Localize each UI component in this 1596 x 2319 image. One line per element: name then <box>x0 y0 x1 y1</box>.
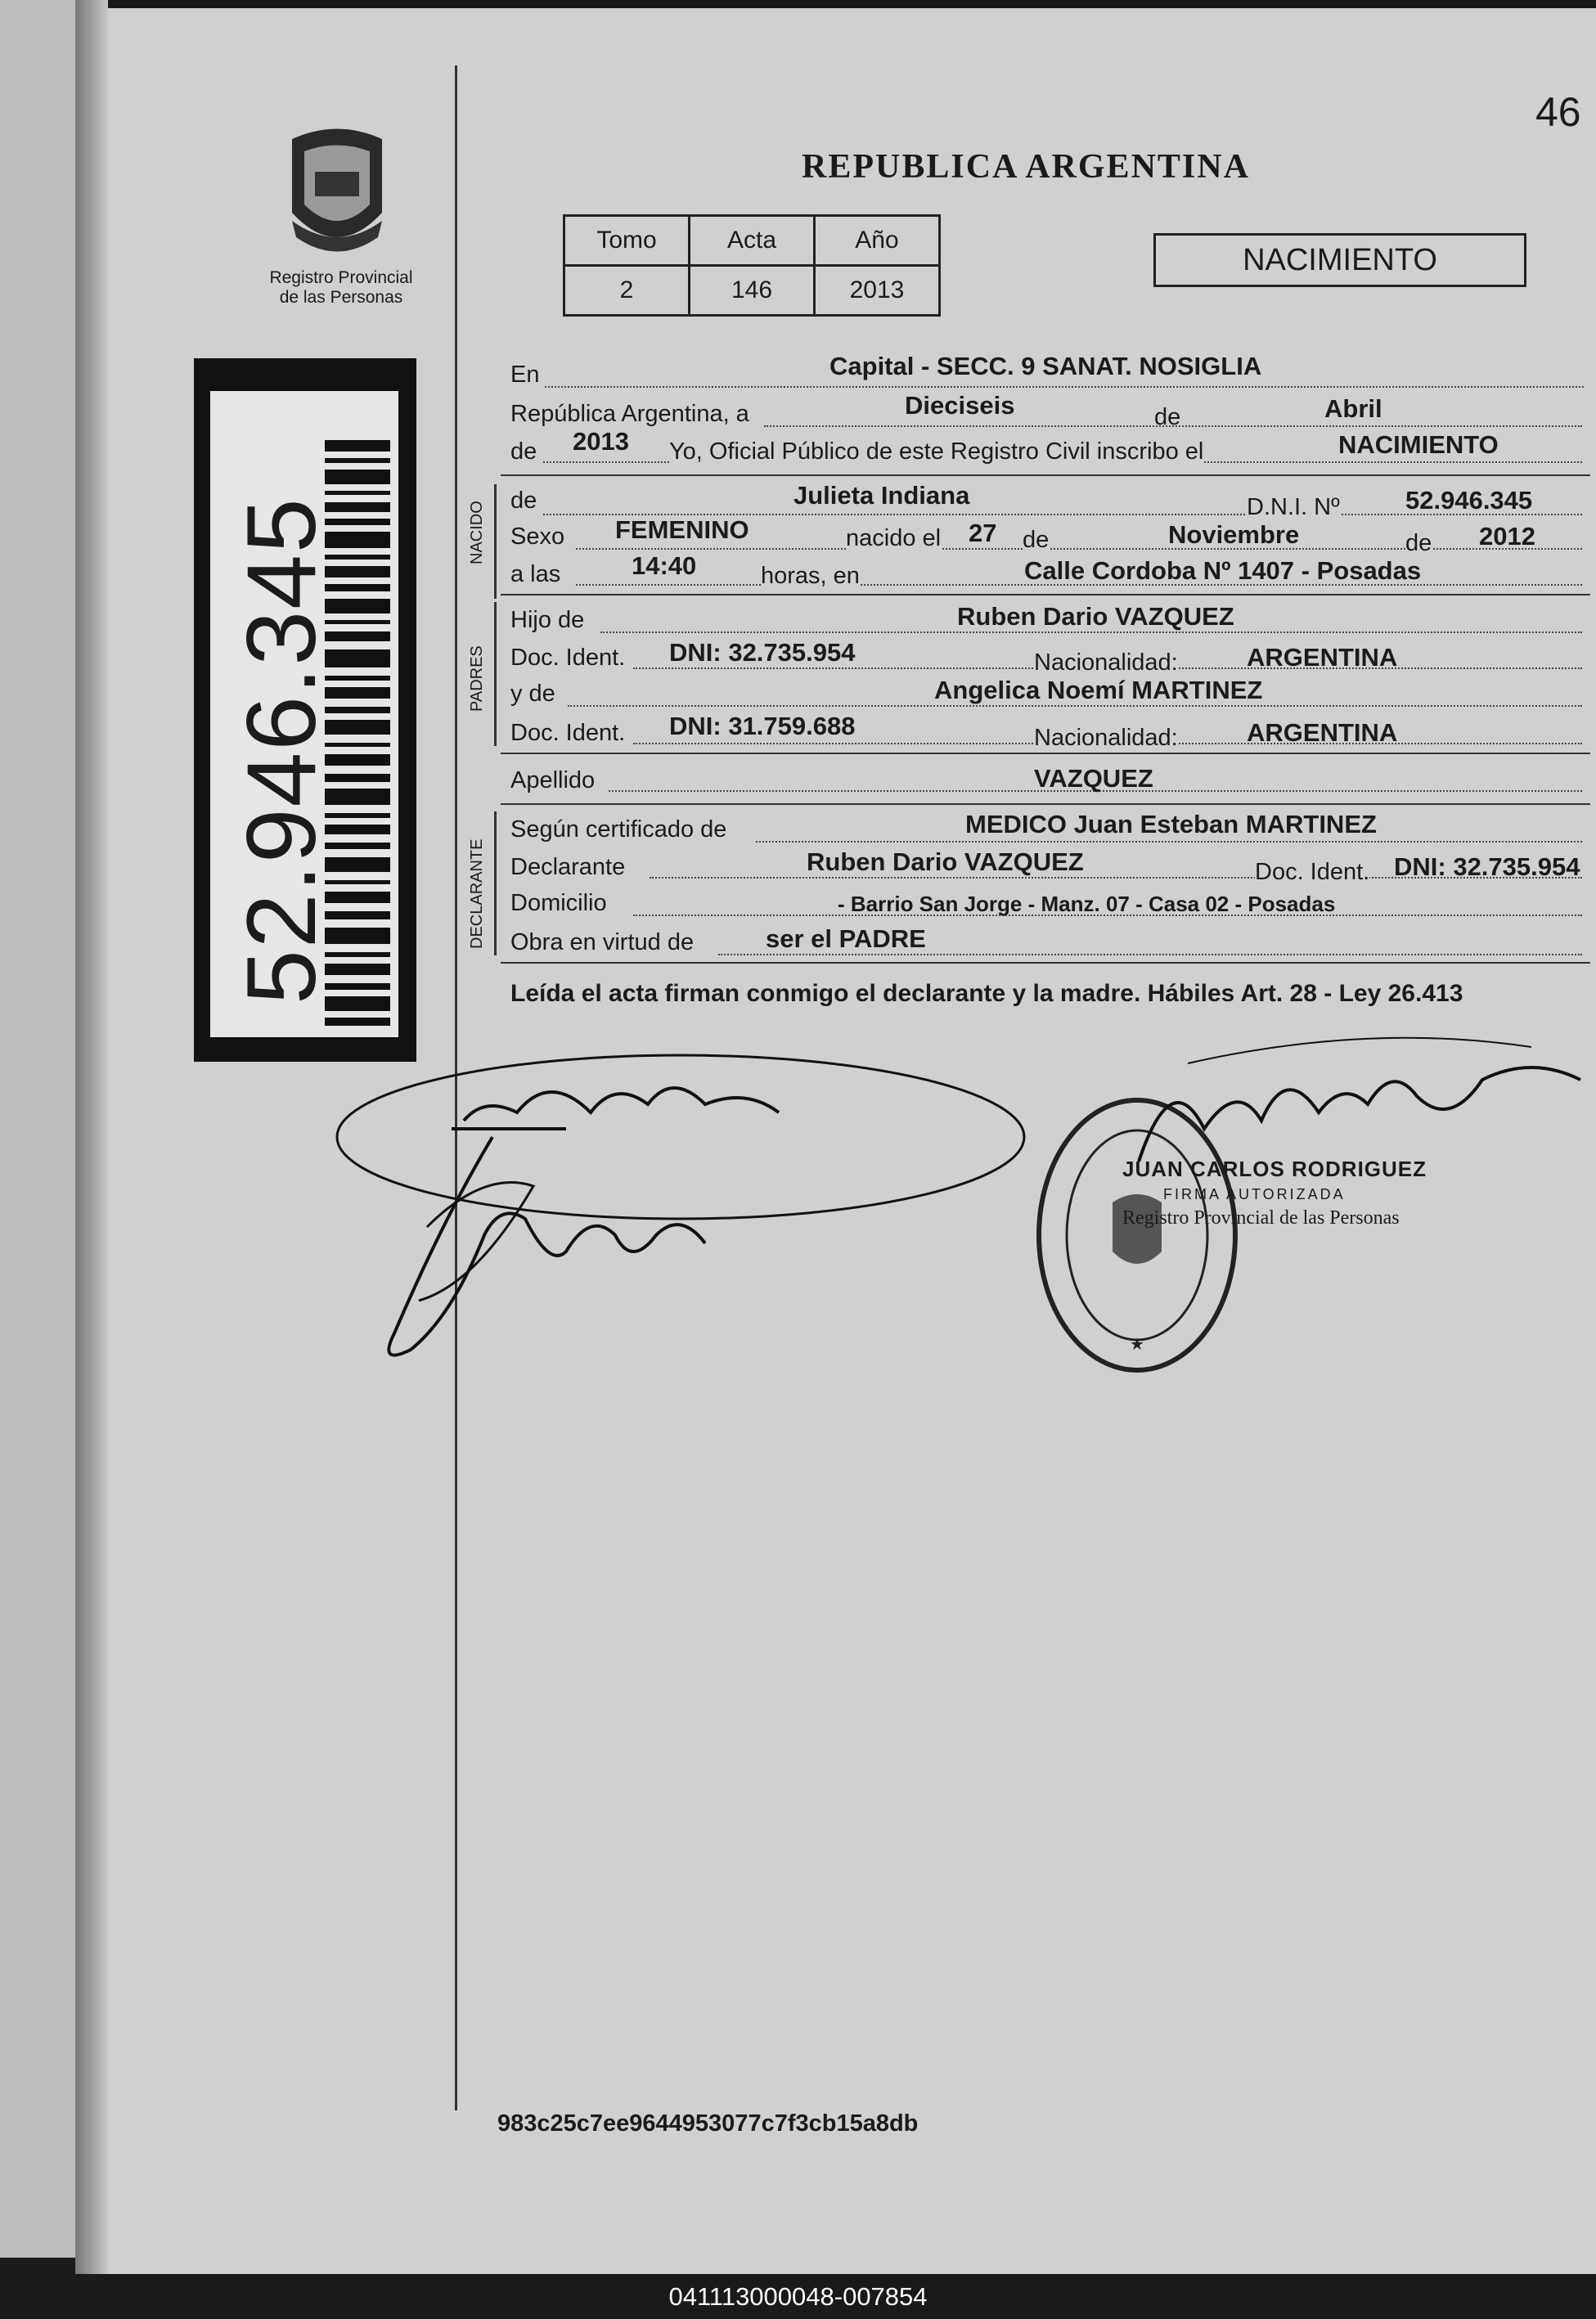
doc-label: Doc. Ident. <box>510 720 626 746</box>
nationality-label: Nacionalidad: <box>1034 649 1178 676</box>
cert-label: Según certificado de <box>510 816 727 843</box>
father-doc: DNI: 32.735.954 <box>669 638 856 667</box>
domicilio-label: Domicilio <box>510 890 607 916</box>
section-divider <box>501 962 1590 964</box>
registry-caption-line2: de las Personas <box>279 288 403 307</box>
act-type-box: NACIMIENTO <box>1153 233 1526 287</box>
dotted-line <box>600 631 1582 633</box>
official-office: Registro Provincial de las Personas <box>1122 1207 1400 1229</box>
registry-header-row <box>564 216 940 266</box>
mother-nationality: ARGENTINA <box>1247 718 1398 747</box>
id-sticker <box>194 358 416 1062</box>
section-divider <box>501 594 1590 595</box>
nationality-label: Nacionalidad: <box>1034 725 1178 751</box>
child-sex: FEMENINO <box>615 515 749 544</box>
section-bar-padres <box>494 602 497 746</box>
de-label: de <box>1154 404 1181 430</box>
doc-label: Doc. Ident. <box>510 645 626 671</box>
de-label: de <box>1023 527 1050 553</box>
horas-label: horas, en <box>761 563 860 589</box>
mother-doc: DNI: 31.759.688 <box>669 712 856 740</box>
registration-month: Abril <box>1324 394 1382 423</box>
acta-header: Acta <box>690 216 815 266</box>
birth-hour: 14:40 <box>632 551 697 580</box>
page-number: 46 <box>1535 89 1581 135</box>
birth-place: Calle Cordoba Nº 1407 - Posadas <box>1024 556 1422 585</box>
declarant-relation: ser el PADRE <box>766 924 926 953</box>
anio-header: Año <box>815 216 940 266</box>
child-name: Julieta Indiana <box>794 481 970 510</box>
declarant-address: - Barrio San Jorge - Manz. 07 - Casa 02 - Posadas <box>838 892 1336 916</box>
section-label-nacido: NACIDO <box>468 501 486 564</box>
section-label-declarante: DECLARANTE <box>468 838 486 949</box>
tomo-value: 2 <box>564 266 690 316</box>
registry-caption <box>263 268 419 308</box>
nacido-label: nacido el <box>846 525 942 551</box>
registration-day: Dieciseis <box>905 391 1015 420</box>
official-title: FIRMA AUTORIZADA <box>1163 1186 1346 1202</box>
anio-value: 2013 <box>815 266 940 316</box>
page-gutter <box>75 0 108 2274</box>
y-de-label: y de <box>510 681 555 707</box>
document-heading: REPUBLICA ARGENTINA <box>802 148 1250 186</box>
dotted-line <box>718 954 1582 955</box>
birth-year: 2012 <box>1479 522 1535 551</box>
declarante-label: Declarante <box>510 854 626 880</box>
father-name: Ruben Dario VAZQUEZ <box>957 602 1234 631</box>
de-label: de <box>510 438 537 465</box>
dotted-line <box>545 386 1584 388</box>
a-las-label: a las <box>510 561 561 587</box>
dni-label: D.N.I. Nº <box>1247 494 1340 520</box>
declarant-name: Ruben Dario VAZQUEZ <box>807 847 1084 876</box>
birth-month: Noviembre <box>1168 520 1300 549</box>
certificate-issuer: MEDICO Juan Esteban MARTINEZ <box>965 810 1377 838</box>
hijo-label: Hijo de <box>510 607 585 633</box>
surname: VAZQUEZ <box>1034 764 1153 793</box>
registry-caption-line1: Registro Provincial <box>269 268 413 287</box>
left-page-edge <box>0 0 75 2258</box>
de-label: de <box>1405 530 1432 556</box>
section-bar-declarante <box>494 811 497 955</box>
official-name: JUAN CARLOS RODRIGUEZ <box>1122 1157 1427 1181</box>
apellido-label: Apellido <box>510 767 596 793</box>
section-label-padres: PADRES <box>468 645 486 712</box>
en-label: En <box>510 362 540 388</box>
section-bar-nacido <box>494 484 497 599</box>
document-page <box>108 8 1596 2274</box>
signatures-drawing <box>321 1022 1032 1407</box>
inscribed-act: NACIMIENTO <box>1338 430 1499 459</box>
oficial-text: Yo, Oficial Público de este Registro Civil inscribo el <box>669 438 1204 465</box>
father-nationality: ARGENTINA <box>1247 643 1398 672</box>
republica-label: República Argentina, a <box>510 401 749 427</box>
section-divider <box>501 753 1590 754</box>
sexo-label: Sexo <box>510 524 565 550</box>
obra-label: Obra en virtud de <box>510 929 695 955</box>
section-divider <box>501 803 1590 805</box>
declarant-doc: DNI: 32.735.954 <box>1394 852 1580 881</box>
registry-table <box>563 214 941 317</box>
registration-year: 2013 <box>573 427 629 456</box>
sticker-number: 52.946.345 <box>227 497 336 1004</box>
registry-value-row <box>564 266 940 316</box>
place-of-registration: Capital - SECC. 9 SANAT. NOSIGLIA <box>829 352 1262 380</box>
mother-name: Angelica Noemí MARTINEZ <box>934 676 1263 704</box>
acta-value: 146 <box>690 266 815 316</box>
registry-shield-logo <box>276 123 398 262</box>
footer-code: 041113000048-007854 <box>668 2282 928 2311</box>
svg-text:★: ★ <box>1130 1336 1144 1354</box>
child-dni: 52.946.345 <box>1405 486 1533 515</box>
document-hash: 983c25c7ee9644953077c7f3cb15a8db <box>497 2110 919 2137</box>
dotted-line <box>756 841 1582 843</box>
dotted-line <box>568 705 1582 707</box>
tomo-header: Tomo <box>564 216 690 266</box>
doc-ident-label: Doc. Ident. <box>1255 859 1370 885</box>
closing-statement: Leída el acta firman conmigo el declarante y la madre. Hábiles Art. 28 - Ley 26.413 <box>510 980 1463 1007</box>
birth-day: 27 <box>969 519 997 547</box>
de-label: de <box>510 488 537 514</box>
section-divider <box>501 474 1590 476</box>
